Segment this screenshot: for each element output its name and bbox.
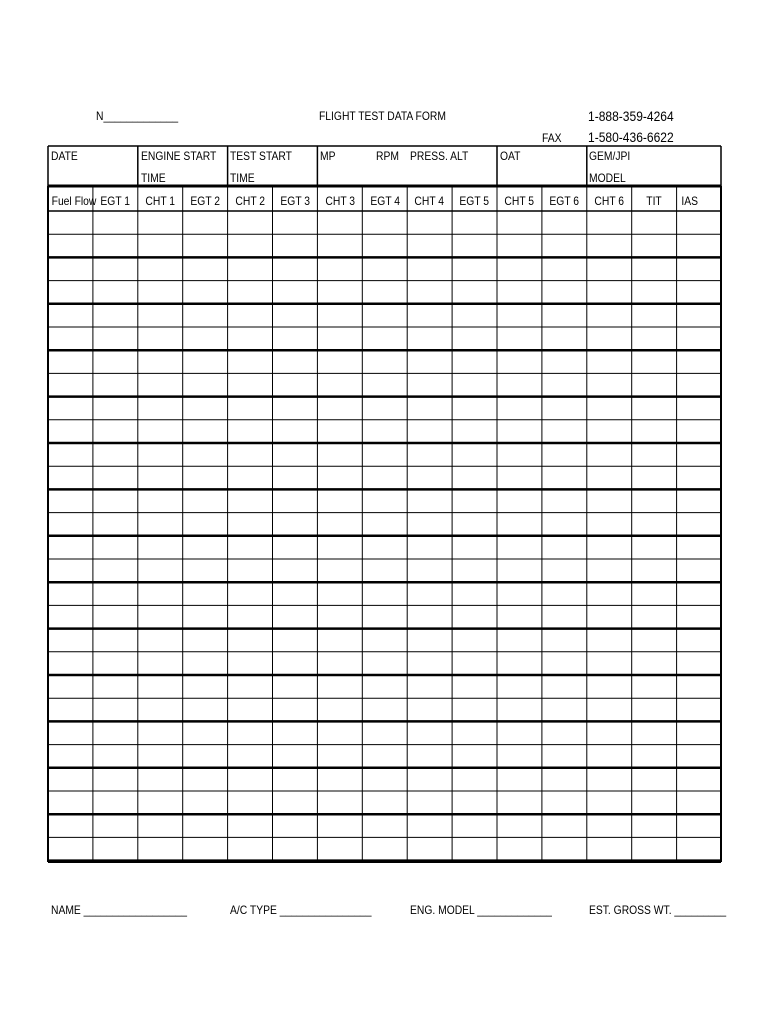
column-header: EGT 2 bbox=[190, 194, 220, 208]
tail-number-label: N_____________ bbox=[96, 109, 179, 123]
gross-weight-field: EST. GROSS WT. _________ bbox=[589, 903, 727, 917]
engine-model-field: ENG. MODEL _____________ bbox=[410, 903, 552, 917]
column-header: EGT 1 bbox=[100, 194, 131, 208]
fax-number: 1-580-436-6622 bbox=[588, 129, 674, 145]
column-header: CHT 6 bbox=[594, 194, 625, 208]
column-header: EGT 3 bbox=[280, 194, 310, 208]
column-header: TIT bbox=[646, 194, 662, 208]
column-header: CHT 5 bbox=[504, 194, 535, 208]
engine-start-header-line2: TIME bbox=[141, 171, 166, 185]
oat-header: OAT bbox=[500, 149, 521, 163]
column-header: EGT 5 bbox=[459, 194, 490, 208]
column-header: CHT 2 bbox=[235, 194, 265, 208]
date-header: DATE bbox=[51, 149, 78, 163]
gem-jpi-header-line2: MODEL bbox=[589, 171, 626, 185]
gem-jpi-header-line1: GEM/JPI bbox=[589, 149, 631, 163]
column-header: EGT 6 bbox=[549, 194, 580, 208]
test-start-header-line2: TIME bbox=[230, 171, 255, 185]
name-field: NAME __________________ bbox=[51, 903, 188, 917]
press-alt-header: PRESS. ALT bbox=[410, 149, 469, 163]
form-title: FLIGHT TEST DATA FORM bbox=[319, 109, 446, 123]
column-header: IAS bbox=[680, 194, 698, 208]
column-header: CHT 4 bbox=[414, 194, 445, 208]
column-header: EGT 4 bbox=[369, 194, 400, 208]
rpm-header: RPM bbox=[376, 149, 399, 163]
fax-label: FAX bbox=[542, 131, 562, 145]
test-start-header-line1: TEST START bbox=[230, 149, 292, 163]
column-header: CHT 3 bbox=[325, 194, 355, 208]
column-header: Fuel Flow bbox=[51, 194, 97, 208]
ac-type-field: A/C TYPE ________________ bbox=[230, 903, 372, 917]
phone-number: 1-888-359-4264 bbox=[588, 108, 674, 124]
engine-start-header-line1: ENGINE START bbox=[141, 149, 217, 163]
column-header: CHT 1 bbox=[145, 194, 176, 208]
mp-header: MP bbox=[320, 149, 336, 163]
